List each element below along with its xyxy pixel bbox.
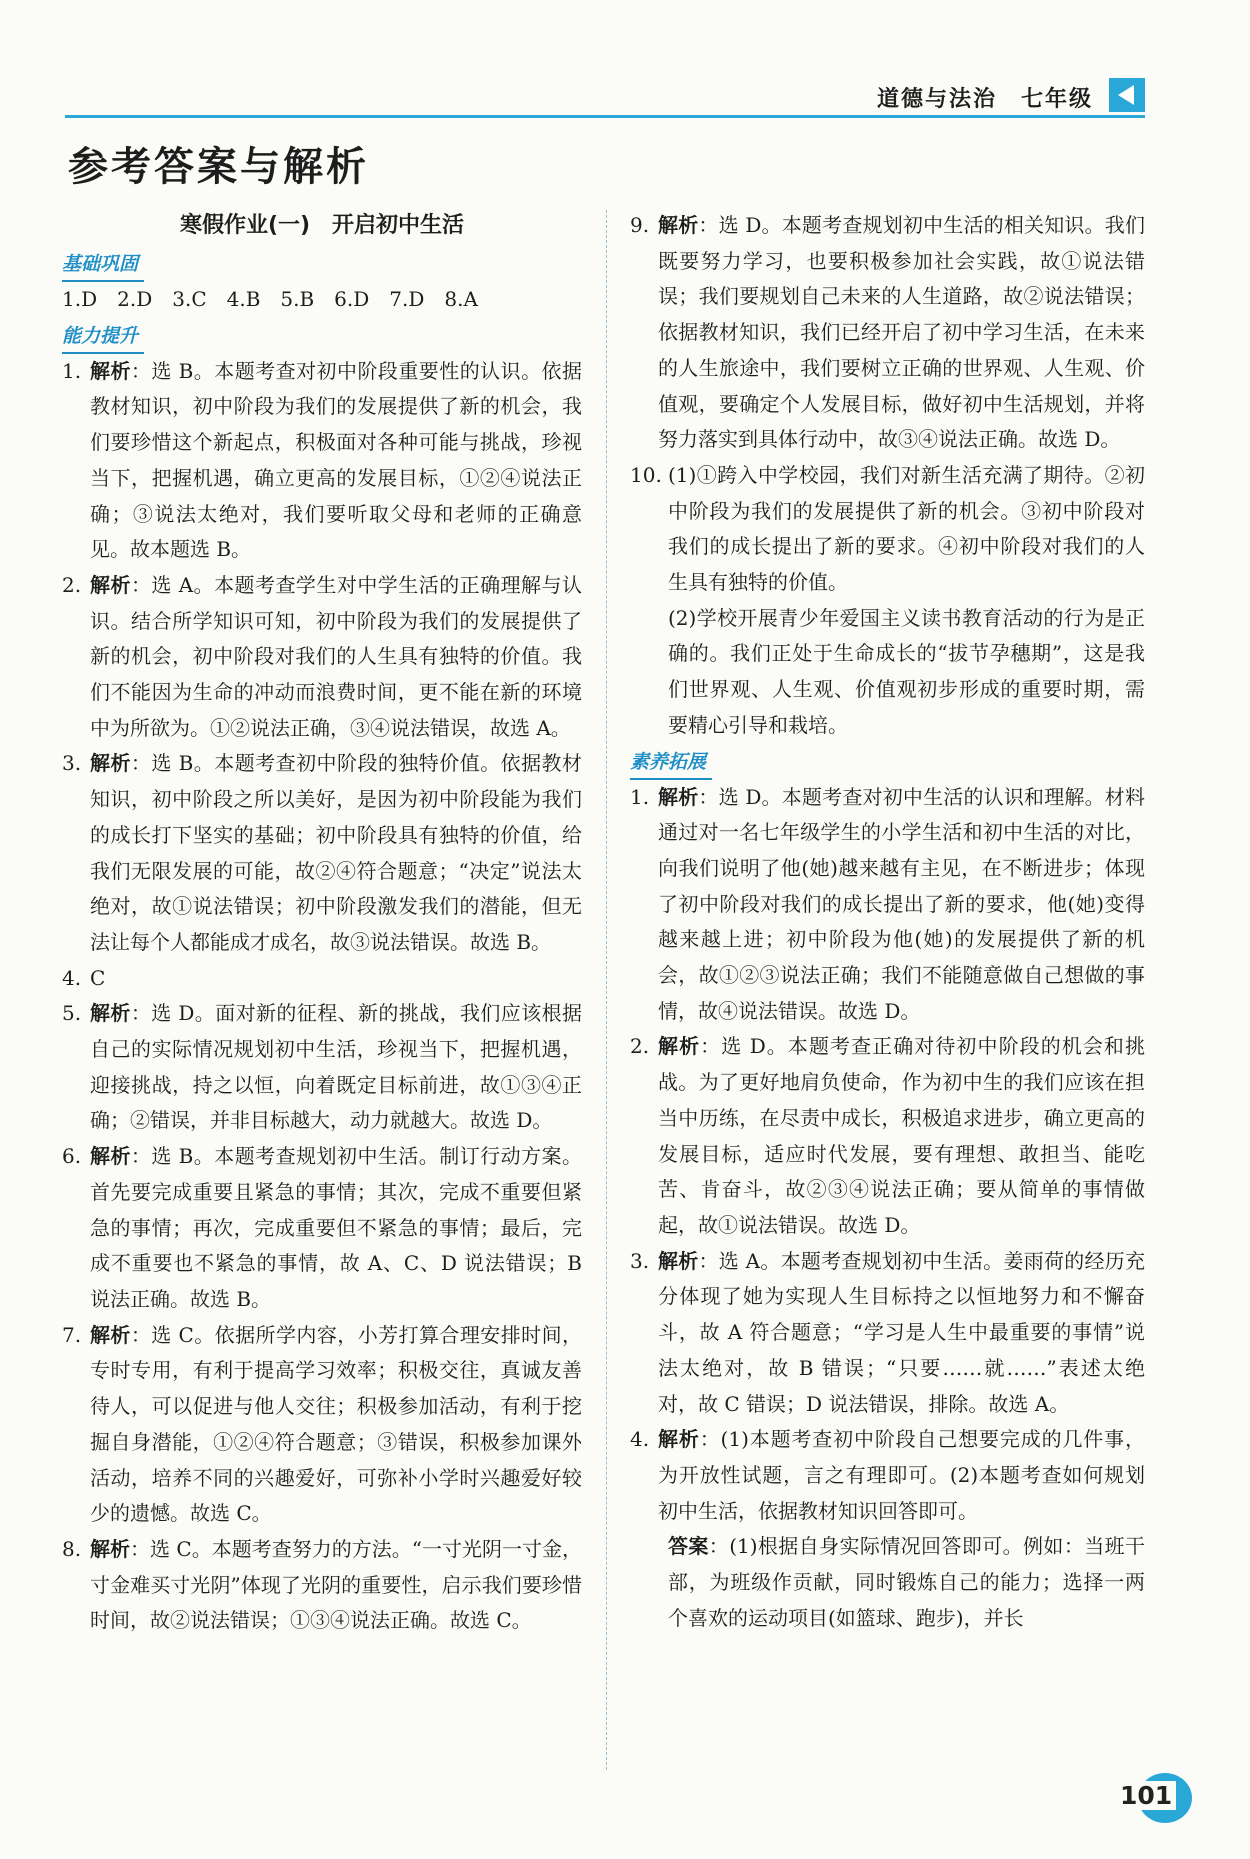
item-number: 3. (62, 751, 82, 776)
item-text: ：选 A。本题考查学生对中学生活的正确理解与认识。结合所学知识可知，初中阶段为我们的发展提供了新的机会，初中阶段对我们的人生具有独特的价值。我们不能因为生命的冲动而浪费时间，更不能在新的环境中为所欲为。①②说法正确，③④说法错误，故选 A。 (90, 572, 582, 740)
page-title: 参考答案与解析 (68, 144, 369, 190)
subject-grade: 道德与法治 七年级 (876, 87, 1093, 112)
item-number: 2. (630, 1034, 650, 1059)
analysis-label: 解析 (658, 784, 699, 809)
item-text: ：选 B。本题考查规划初中生活。制订行动方案。首先要完成重要且紧急的事情；其次，完成不重要但紧急的事情；再次，完成重要但不紧急的事情；最后，完成不重要也不紧急的事情，故 A、C、D 说法错误；B 说法正确。故选 B。 (90, 1144, 583, 1311)
item-text: ：选 D。本题考查规划初中生活的相关知识。我们既要努力学习，也要积极参加社会实践，故①说法错误；我们要规划自己未来的人生道路，故②说法错误；依据教材知识，我们已经开启了初中学习生活，在未来的人生旅途中，我们要树立正确的世界观、人生观、价值观，要确定个人发展目标，做好初中生活规划，并将努力落实到具体行动中，故③④说法正确。故选 D。 (658, 213, 1145, 452)
ability-list-right (630, 208, 1145, 458)
item-number: 4. (630, 1427, 650, 1452)
item-number: 1. (62, 358, 82, 383)
list-item (62, 746, 582, 960)
extension-list (630, 780, 1145, 1530)
header-rule (65, 115, 1145, 118)
list-item (630, 1422, 1145, 1529)
answer-text: ：(1)根据自身实际情况回答即可。例如：当班干部，为班级作贡献，同时锻炼自己的能力；选择一两个喜欢的运动项目(如篮球、跑步)，并长 (668, 1534, 1145, 1630)
item-number: 6. (62, 1144, 82, 1169)
analysis-label: 解析 (90, 572, 131, 597)
list-item (62, 568, 582, 747)
item-number: 5. (62, 1001, 82, 1026)
analysis-label: 解析 (90, 1144, 131, 1169)
item-number: 3. (630, 1248, 650, 1273)
list-item (630, 208, 1145, 458)
list-item (62, 1139, 582, 1318)
list-item (62, 354, 582, 568)
item-number: 1. (630, 784, 650, 809)
item-number: 10. (630, 462, 662, 487)
section-title: 寒假作业(一) 开启初中生活 (179, 213, 465, 238)
left-column (62, 206, 582, 1639)
ability-list-left (62, 354, 582, 1639)
item-text: ：选 B。本题考查对初中阶段重要性的认识。依据教材知识，初中阶段为我们的发展提供了新的机会，我们要珍惜这个新起点，积极面对各种可能与挑战，珍视当下，把握机遇，确立更高的发展目标，①②④说法正确；③说法太绝对，我们要听取父母和老师的正确意见。故本题选 B。 (90, 358, 583, 562)
item-number: 9. (630, 213, 650, 237)
list-item (62, 1532, 582, 1639)
item-number: 4. (62, 965, 82, 990)
list-item (62, 1318, 582, 1532)
item-text: ：选 C。本题考查努力的方法。“一寸光阴一寸金，寸金难买寸光阴”体现了光阴的重要性，启示我们要珍惜时间，故②说法错误；①③④说法正确。故选 C。 (90, 1536, 583, 1633)
list-item (630, 458, 1145, 744)
analysis-label: 解析 (658, 213, 699, 237)
item-text: ：选 B。本题考查初中阶段的独特价值。依据教材知识，初中阶段之所以美好，是因为初中阶段能为我们的成长打下坚实的基础；初中阶段具有独特的价值，给我们无限发展的可能，故②④符合题意；“决定”说法太绝对，故①说法错误；初中阶段激发我们的潜能，但无法让每个人都能成才成名，故③说法错误。故选 B。 (90, 751, 583, 954)
q10-part2: (2)学校开展青少年爱国主义读书教育活动的行为是正确的。我们正处于生命成长的“拔节孕穗期”，这是我们世界观、人生观、价值观初步形成的重要时期，需要精心引导和栽培。 (668, 605, 1145, 737)
analysis-label: 解析 (90, 1536, 131, 1561)
item-text: ：选 A。本题考查规划初中生活。姜雨荷的经历充分体现了她为实现人生目标持之以恒地努力和不懈奋斗，故 A 符合题意；“学习是人生中最重要的事情”说法太绝对，故 B 错误；“只要……就……”表述太绝对，故 C 错误；D 说法错误，排除。故选 A。 (658, 1248, 1145, 1416)
analysis-label: 解析 (90, 1001, 131, 1026)
analysis-label: 解析 (90, 358, 131, 383)
back-triangle-icon (1109, 78, 1145, 112)
item-text: C (90, 965, 106, 990)
answer-block (630, 1529, 1145, 1636)
item-text: ：选 D。面对新的征程、新的挑战，我们应该根据自己的实际情况规划初中生活，珍视当下，把握机遇，迎接挑战，持之以恒，向着既定目标前进，故①③④正确；②错误，并非目标越大，动力就越大。故选 D。 (90, 1001, 582, 1133)
list-item (62, 961, 582, 997)
page-header (65, 78, 1145, 114)
item-text: ：选 D。本题考查对初中生活的认识和理解。材料通过对一名七年级学生的小学生活和初中生活的对比，向我们说明了他(她)越来越有主见，在不断进步；体现了初中阶段对我们的成长提出了新的要求，他(她)变得越来越上进；初中阶段为他(她)的发展提供了新的机会，故①②③说法正确；我们不能随意做自己想做的事情，故④说法错误。故选 D。 (658, 784, 1145, 1023)
list-item (630, 780, 1145, 1030)
analysis-label: 解析 (90, 1322, 131, 1347)
item-number: 2. (62, 572, 82, 597)
tag-extension: 素养拓展 (630, 746, 712, 780)
q10-part1: (1)①跨入中学校园，我们对新生活充满了期待。②初中阶段为我们的发展提供了新的机会。③初中阶段对我们的成长提出了新的要求。④初中阶段对我们的人生具有独特的价值。 (668, 462, 1145, 595)
list-item (62, 996, 582, 1139)
analysis-label: 解析 (658, 1248, 699, 1273)
tag-basic: 基础巩固 (62, 248, 144, 282)
item-number: 8. (62, 1536, 82, 1561)
tag-ability: 能力提升 (62, 320, 144, 354)
right-column (630, 208, 1145, 1636)
analysis-label: 解析 (90, 751, 131, 776)
column-divider (606, 210, 608, 1770)
item-text: ：(1)本题考查初中阶段自己想要完成的几件事，为开放性试题，言之有理即可。(2)本题考查如何规划初中生活，依据教材知识回答即可。 (658, 1427, 1145, 1523)
answer-label: 答案 (668, 1534, 709, 1559)
analysis-label: 解析 (658, 1034, 701, 1059)
item-text: ：选 D。本题考查正确对待初中阶段的机会和挑战。为了更好地肩负使命，作为初中生的我们应该在担当中历练，在尽责中成长，积极追求进步，确立更高的发展目标，适应时代发展，要有理想、敢担当、能吃苦、肯奋斗，故②③④说法正确；要从简单的事情做起，故①说法错误。故选 D。 (658, 1034, 1145, 1237)
item-text: ：选 C。依据所学内容，小芳打算合理安排时间，专时专用，有利于提高学习效率；积极交往，真诚友善待人，可以促进与他人交往；积极参加活动，有利于挖掘自身潜能，①②④符合题意；③错误，积极参加课外活动，培养不同的兴趣爱好，可弥补小学时兴趣爱好较少的遗憾。故选 C。 (90, 1322, 583, 1526)
list-item (630, 1244, 1145, 1423)
item-number: 7. (62, 1322, 82, 1347)
page-number-badge (1120, 1773, 1192, 1823)
analysis-label: 解析 (658, 1427, 700, 1452)
list-item (630, 1029, 1145, 1243)
page-number: 101 (1116, 1781, 1176, 1810)
basic-answers: 1.D 2.D 3.C 4.B 5.B 6.D 7.D 8.A (62, 287, 478, 311)
